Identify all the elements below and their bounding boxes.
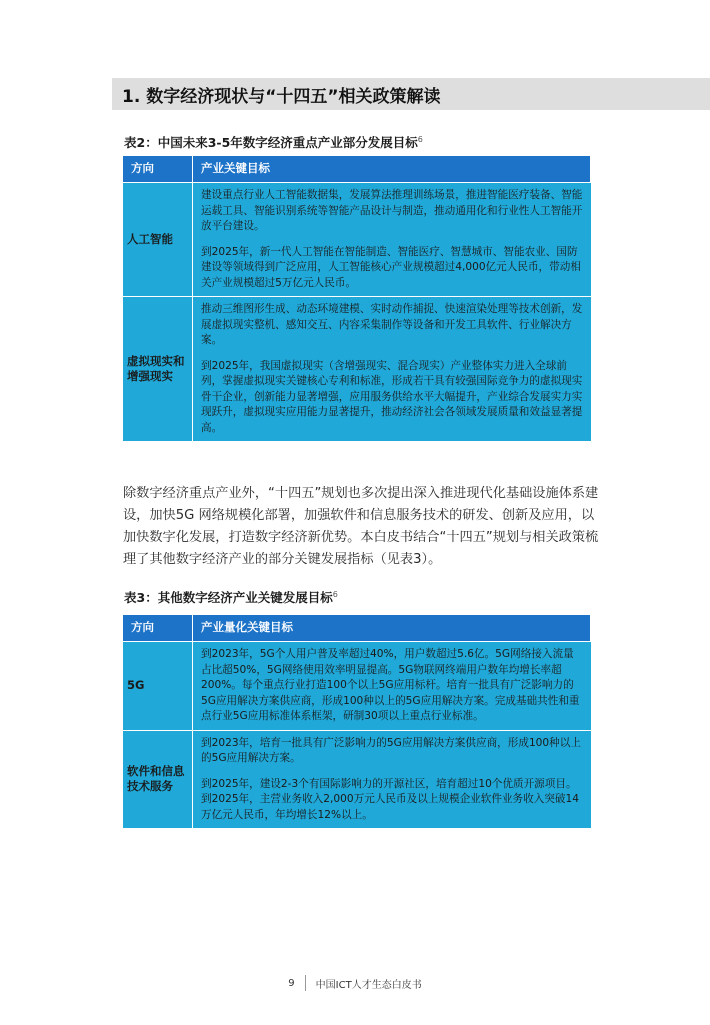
table-row (123, 297, 591, 442)
table3-row1-direction: 5G (123, 642, 193, 731)
table2-row2-content (193, 297, 591, 442)
table2-row2-para2: 到2025年，我国虚拟现实（含增强现实、混合现实）产业整体实力进入全球前列，掌握虚拟现实关键核心专利和标准，形成若干具有较强国际竞争力的虚拟现实骨干企业，创新能力显著增强，应用服务供给水平大幅提升，产业综合发展实力实现跃升，虚拟现实应用能力显著提升，推动经济社会各领域发展质量和效益显著提高。 (201, 359, 583, 434)
table2-row2-direction: 虚拟现实和增强现实 (123, 297, 193, 442)
table3 (123, 615, 591, 828)
table3-header-direction: 方向 (123, 615, 193, 642)
table-row (123, 730, 591, 828)
footer-divider (305, 975, 306, 991)
table2-row1-direction: 人工智能 (123, 183, 193, 297)
publication-title: 中国ICT人才生态白皮书 (315, 979, 422, 991)
table3-caption (124, 588, 338, 606)
table-row (123, 183, 591, 297)
table2-header-row (123, 156, 591, 183)
table3-row2-content (193, 730, 591, 828)
table3-header-row (123, 615, 591, 642)
table3-row2-para2: 到2025年，建设2-3个有国际影响力的开源社区，培育超过10个优质开源项目。到2025年，主营业务收入2,000万元人民币及以上规模企业软件业务收入突破14万亿元人民币，年均增长12%以上。 (201, 777, 579, 821)
table2-caption-text: 表2：中国未来3-5年数字经济重点产业部分发展目标 (124, 135, 418, 150)
section-title: 1. 数字经济现状与“十四五”相关政策解读 (112, 78, 710, 110)
table3-footnote: 6 (332, 589, 338, 599)
table3-header-goal: 产业量化关键目标 (193, 615, 591, 642)
table-row (123, 642, 591, 731)
table3-row1-para1: 到2023年，5G个人用户普及率超过40%，用户数超过5.6亿。5G网络接入流量占比超50%，5G网络使用效率明显提高。5G物联网终端用户数年均增长率超200%。每个重点行业打造100个以上5G应用标杆。培育一批具有广泛影响力的5G应用解决方案供应商，形成100种以上的5G应用解决方案。完成基础共性和重点行业5G应用标准体系框架，研制30项以上重点行业标准。 (201, 648, 580, 722)
table2-row1-para2: 到2025年，新一代人工智能在智能制造、智能医疗、智慧城市、智能农业、国防建设等领域得到广泛应用，人工智能核心产业规模超过4,000亿元人民币，带动相关产业规模超过5万亿元人民币。 (201, 245, 581, 289)
page-number: 9 (288, 977, 295, 989)
table2-row1-para1: 建设重点行业人工智能数据集，发展算法推理训练场景，推进智能医疗装备、智能运载工具、智能识别系统等智能产品设计与制造，推动通用化和行业性人工智能开放平台建设。 (201, 189, 583, 232)
body-paragraph: 除数字经济重点产业外，“十四五”规划也多次提出深入推进现代化基础设施体系建设，加快5G 网络规模化部署，加强软件和信息服务技术的研发、创新及应用，以加快数字化发展，打造数字经济新优势。本白皮书结合“十四五”规划与相关政策梳理了其他数字经济产业的部分关键发展指标（见表3）。 (123, 486, 599, 567)
table3-row1-content (193, 642, 591, 731)
table2-row2-para1: 推动三维图形生成、动态环境建模、实时动作捕捉、快速渲染处理等技术创新，发展虚拟现实整机、感知交互、内容采集制作等设备和开发工具软件、行业解决方案。 (201, 303, 583, 346)
table2-header-direction: 方向 (123, 156, 193, 183)
table3-row2-para1: 到2023年，培育一批具有广泛影响力的5G应用解决方案供应商，形成100种以上的5G应用解决方案。 (201, 736, 581, 764)
table3-caption-text: 表3：其他数字经济产业关键发展目标 (124, 590, 333, 605)
table2 (123, 156, 591, 441)
page-footer (0, 975, 710, 991)
table2-caption (124, 133, 423, 151)
table2-row1-content (193, 183, 591, 297)
table2-footnote: 6 (417, 134, 423, 144)
table3-row2-direction: 软件和信息技术服务 (123, 730, 193, 828)
table2-header-goal: 产业关键目标 (193, 156, 591, 183)
